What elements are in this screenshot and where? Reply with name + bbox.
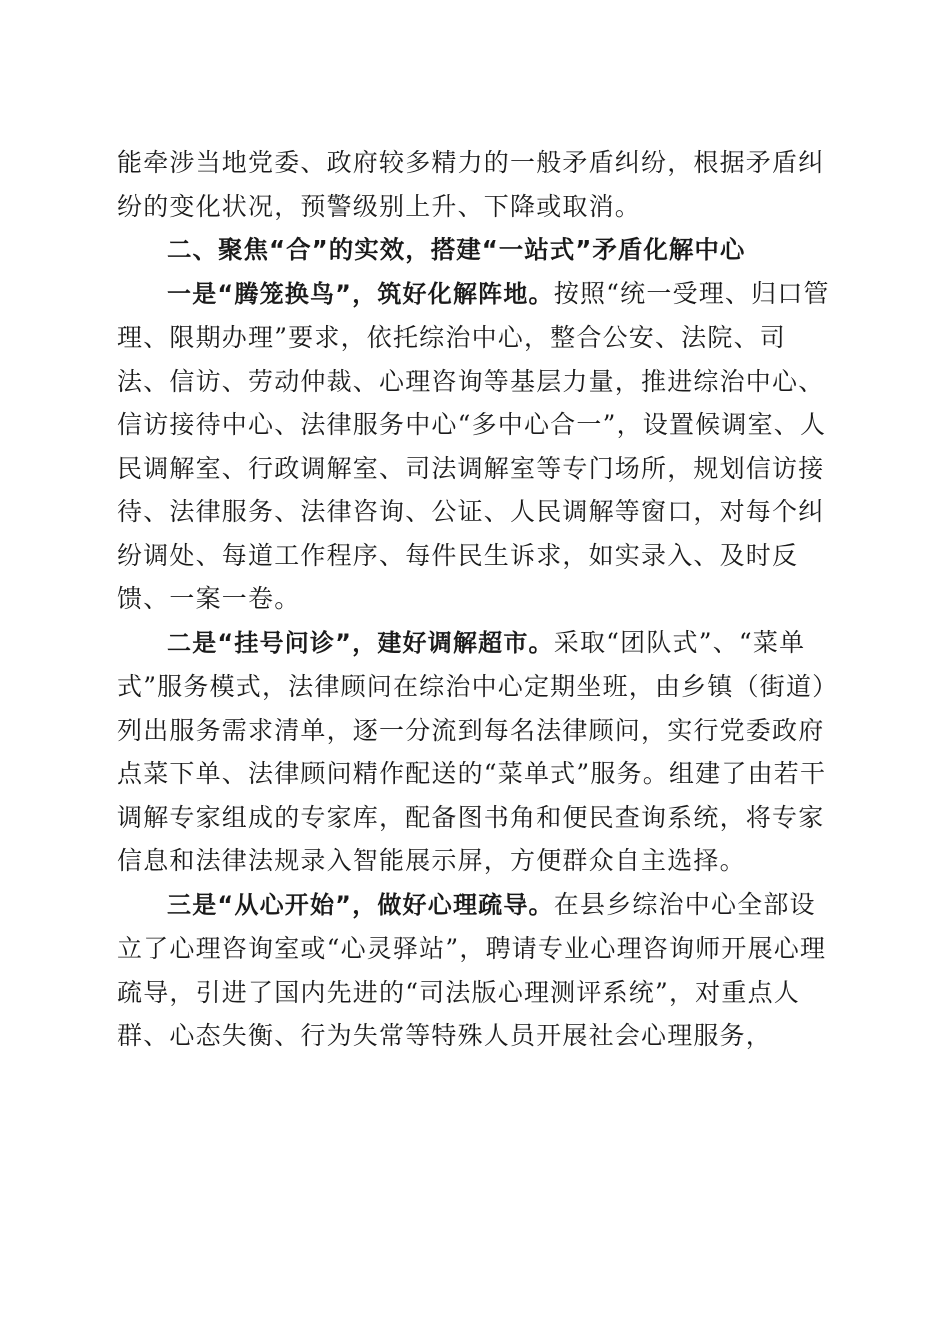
paragraph-item-2 (117, 621, 837, 883)
paragraph-body: 采取“团队式”、“菜单式”服务模式，法律顾问在综治中心定期坐班，由乡镇（街道）列出服务需求清单，逐一分流到每名法律顾问，实行党委政府点菜下单、法律顾问精作配送的“菜单式”服务。组建了由若干调解专家组成的专家库，配备图书角和便民查询系统，将专家信息和法律法规录入智能展示屏，方便群众自主选择。 (117, 627, 827, 875)
paragraph-lead: 一是“腾笼换鸟”，筑好化解阵地。 (167, 279, 554, 308)
section-heading: 二、聚焦“合”的实效，搭建“一站式”矛盾化解中心 (167, 235, 746, 264)
paragraph-body: 在县乡综治中心全部设立了心理咨询室或“心灵驿站”，聘请专业心理咨询师开展心理疏导，引进了国内先进的“司法版心理测评系统”，对重点人群、心态失衡、行为失常等特殊人员开展社会心理服务， (117, 889, 827, 1050)
paragraph-continuation: 能牵涉当地党委、政府较多精力的一般矛盾纠纷，根据矛盾纠纷的变化状况，预警级别上升、下降或取消。 (117, 148, 825, 221)
paragraph-item-1 (117, 272, 837, 621)
paragraph-lead: 三是“从心开始”，做好心理疏导。 (167, 890, 554, 919)
paragraph-item-3 (117, 883, 837, 1058)
paragraph-lead: 二是“挂号问诊”，建好调解超市。 (167, 628, 554, 657)
document-page (117, 141, 837, 1058)
paragraph-body: 按照“统一受理、归口管理、限期办理”要求，依托综治中心，整合公安、法院、司法、信访、劳动仲裁、心理咨询等基层力量，推进综治中心、信访接待中心、法律服务中心“多中心合一”，设置候调室、人民调解室、行政调解室、司法调解室等专门场所，规划信访接待、法律服务、法律咨询、公证、人民调解等窗口，对每个纠纷调处、每道工作程序、每件民生诉求，如实录入、及时反馈、一案一卷。 (117, 278, 830, 613)
